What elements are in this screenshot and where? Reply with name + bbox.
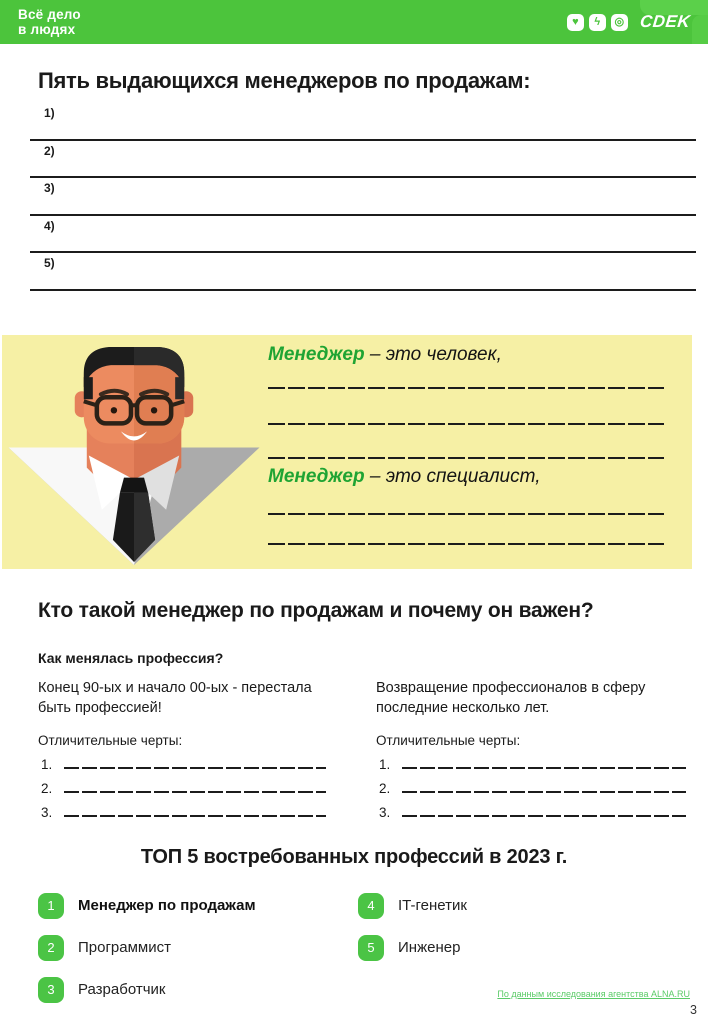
write-in-line [402, 767, 686, 769]
write-in-row-5 [0, 253, 708, 291]
page-number: 3 [690, 1003, 697, 1017]
profession-label: Менеджер по продажам [78, 897, 256, 914]
cdek-logo: CDEK [638, 12, 692, 31]
who-subheading: Как менялась профессия? [38, 649, 224, 666]
write-in-line [402, 791, 686, 793]
feature-row [38, 801, 330, 820]
top5-item-5 [358, 935, 692, 961]
header-bar [0, 0, 708, 44]
feature-row [376, 801, 690, 820]
profession-label: Инженер [398, 939, 461, 956]
definition-box [2, 335, 692, 569]
top5-grid [38, 893, 692, 1019]
header-right-cluster [567, 12, 690, 32]
rank-badge: 3 [38, 977, 64, 1003]
features-block [38, 733, 330, 820]
features-label: Отличительные черты: [376, 732, 521, 748]
write-in-line [30, 289, 696, 291]
write-in-line [64, 767, 326, 769]
write-in-line [268, 457, 664, 459]
column-text: Возвращение профессионалов в сферу последние несколько лет. [376, 679, 646, 716]
who-column-left [38, 678, 376, 820]
source-link[interactable]: По данным исследования агентства ALNA.RU [497, 989, 690, 999]
header-corner-decoration-2 [692, 15, 708, 44]
write-in-row-1 [0, 103, 708, 141]
feature-number: 2. [41, 780, 53, 796]
who-column-right [376, 678, 692, 820]
feature-row [376, 777, 690, 796]
camera-icon: ◎ [611, 14, 628, 31]
write-in-line [268, 423, 664, 425]
feature-number: 1. [41, 756, 53, 772]
term-highlight: Менеджер [268, 343, 365, 365]
definition-prompt-2 [268, 466, 541, 488]
write-in-line [268, 543, 664, 545]
write-in-row-2 [0, 141, 708, 179]
feature-row [38, 777, 330, 796]
top5-item-1 [38, 893, 358, 919]
row-number: 5) [44, 256, 55, 270]
write-in-row-3 [0, 178, 708, 216]
profession-label: Программист [78, 939, 171, 956]
row-number: 1) [44, 106, 55, 120]
section-title: Пять выдающихся менеджеров по продажам: [38, 68, 531, 93]
features-label: Отличительные черты: [38, 732, 183, 748]
row-number: 2) [44, 143, 55, 158]
feature-row [376, 753, 690, 772]
top5-item-3 [38, 977, 358, 1003]
top5-item-2 [38, 935, 358, 961]
top-managers-section [0, 44, 708, 291]
write-in-line [402, 815, 686, 817]
lightning-icon: ϟ [589, 14, 606, 31]
term-highlight: Менеджер [268, 465, 365, 487]
who-heading: Кто такой менеджер по продажам и почему он важен? [38, 598, 594, 622]
profession-label: IT-генетик [398, 897, 467, 914]
write-in-row-4 [0, 216, 708, 254]
rank-badge: 5 [358, 935, 384, 961]
profession-label: Разработчик [78, 981, 166, 998]
rank-badge: 2 [38, 935, 64, 961]
top5-column-left [38, 893, 358, 1019]
slogan-logo [18, 7, 81, 37]
definition-prompt-1 [268, 344, 502, 366]
definition-prompts [268, 335, 664, 569]
row-number: 3) [44, 181, 55, 195]
rank-badge: 1 [38, 893, 64, 919]
write-in-line [268, 513, 664, 515]
feature-number: 3. [379, 804, 391, 820]
write-in-line [64, 791, 326, 793]
who-section [38, 599, 692, 820]
top5-item-4 [358, 893, 692, 919]
rank-badge: 4 [358, 893, 384, 919]
features-block [376, 733, 690, 820]
heart-icon: ♥ [567, 14, 584, 31]
who-columns [38, 678, 692, 820]
column-text: Конец 90-ых и начало 00-ых - перестала быть профессией! [38, 679, 312, 716]
flat-man-icon [8, 339, 260, 565]
prompt-text: – это специалист, [369, 465, 541, 487]
slogan-line-1: Всё дело [18, 6, 81, 22]
feature-number: 1. [379, 756, 391, 772]
top5-heading: ТОП 5 востребованных профессий в 2023 г. [140, 845, 568, 868]
manager-illustration [8, 339, 260, 565]
prompt-text: – это человек, [369, 343, 502, 365]
slogan-line-2: в людях [18, 22, 76, 37]
feature-number: 2. [379, 780, 391, 796]
row-number: 4) [44, 218, 55, 233]
feature-row [38, 753, 330, 772]
top5-column-right [358, 893, 692, 1019]
write-in-line [268, 387, 664, 389]
feature-number: 3. [41, 804, 53, 820]
write-in-line [64, 815, 326, 817]
